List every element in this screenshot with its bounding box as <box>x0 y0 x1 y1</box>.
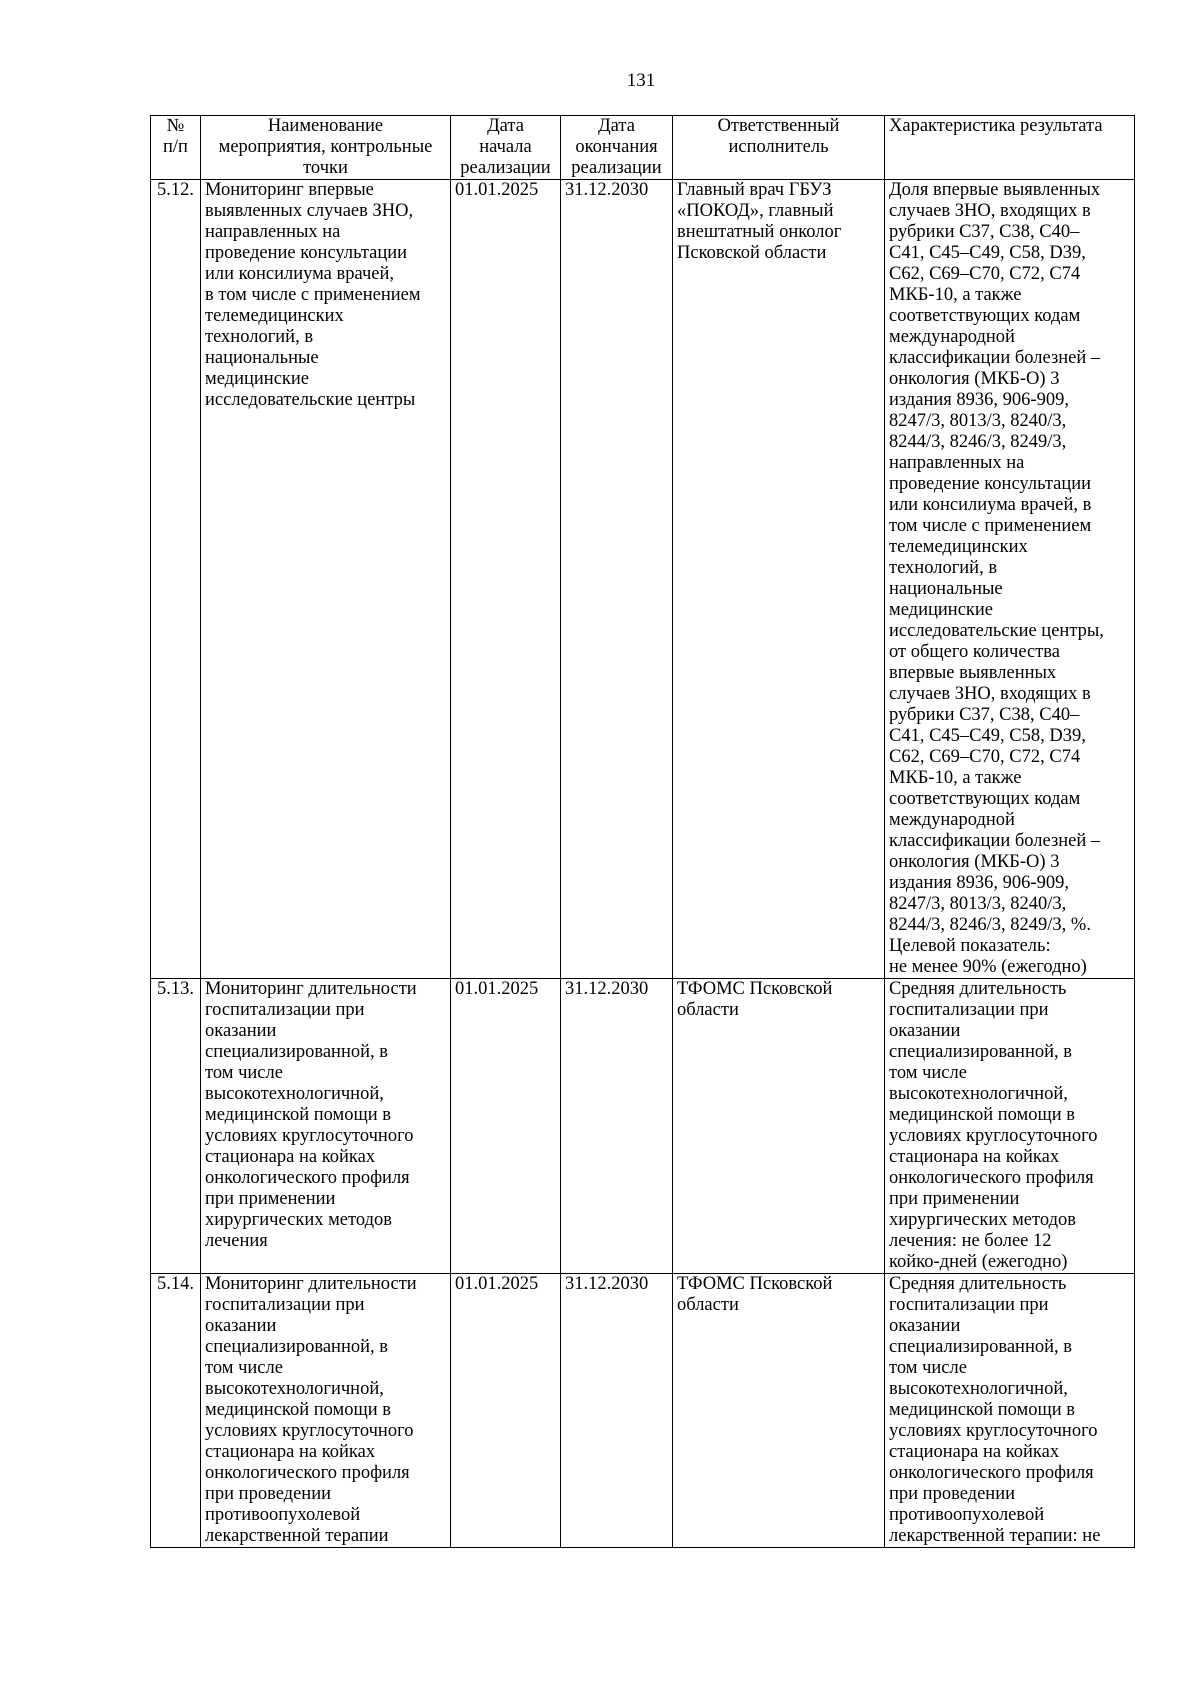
table-row <box>151 979 1135 1274</box>
start-date: 01.01.2025 <box>451 979 561 1274</box>
header-result: Характеристика результата <box>885 116 1135 180</box>
table-header-row <box>151 116 1135 180</box>
table-row <box>151 180 1135 979</box>
end-date: 31.12.2030 <box>561 1274 673 1548</box>
header-end-date: Дата окончания реализации <box>561 116 673 180</box>
end-date: 31.12.2030 <box>561 180 673 979</box>
header-responsible: Ответственный исполнитель <box>673 116 885 180</box>
result-description: Доля впервые выявленных случаев ЗНО, входящих в рубрики С37, С38, С40– С41, С45–С49, С58, D39, С62, С69–С70, С72, С74 МКБ-10, а также соответствующих кодам международной классификации болезней – онкология (МКБ-О) 3 издания 8936, 906-909, 8247/3, 8013/3, 8240/3, 8244/3, 8246/3, 8249/3, направленных на проведение консультации или консилиума врачей, в том числе с применением телемедицинских технологий, в национальные медицинские исследовательские центры, от общего количества впервые выявленных случаев ЗНО, входящих в рубрики С37, С38, С40– С41, С45–С49, С58, D39, С62, С69–С70, С72, С74 МКБ-10, а также соответствующих кодам международной классификации болезней – онкология (МКБ-О) 3 издания 8936, 906-909, 8247/3, 8013/3, 8240/3, 8244/3, 8246/3, 8249/3, %. Целевой показатель: не менее 90% (ежегодно) <box>885 180 1135 979</box>
row-number: 5.13. <box>151 979 201 1274</box>
start-date: 01.01.2025 <box>451 180 561 979</box>
table-row <box>151 1274 1135 1548</box>
row-number: 5.12. <box>151 180 201 979</box>
responsible: ТФОМС Псковской области <box>673 1274 885 1548</box>
header-name: Наименование мероприятия, контрольные точки <box>201 116 451 180</box>
header-start-date: Дата начала реализации <box>451 116 561 180</box>
page-number: 131 <box>626 70 656 91</box>
start-date: 01.01.2025 <box>451 1274 561 1548</box>
result-description: Средняя длительность госпитализации при оказании специализированной, в том числе высокотехнологичной, медицинской помощи в условиях круглосуточного стационара на койках онкологического профиля при применении хирургических методов лечения: не более 12 койко-дней (ежегодно) <box>885 979 1135 1274</box>
activity-name: Мониторинг длительности госпитализации при оказании специализированной, в том числе высокотехнологичной, медицинской помощи в условиях круглосуточного стационара на койках онкологического профиля при применении хирургических методов лечения <box>201 979 451 1274</box>
header-num: № п/п <box>151 116 201 180</box>
activity-name: Мониторинг длительности госпитализации при оказании специализированной, в том числе высокотехнологичной, медицинской помощи в условиях круглосуточного стационара на койках онкологического профиля при проведении противоопухолевой лекарственной терапии <box>201 1274 451 1548</box>
responsible: ТФОМС Псковской области <box>673 979 885 1274</box>
activity-name: Мониторинг впервые выявленных случаев ЗНО, направленных на проведение консультации или консилиума врачей, в том числе с применением телемедицинских технологий, в национальные медицинские исследовательские центры <box>201 180 451 979</box>
responsible: Главный врач ГБУЗ «ПОКОД», главный внештатный онколог Псковской области <box>673 180 885 979</box>
result-description: Средняя длительность госпитализации при оказании специализированной, в том числе высокотехнологичной, медицинской помощи в условиях круглосуточного стационара на койках онкологического профиля при проведении противоопухолевой лекарственной терапии: не <box>885 1274 1135 1548</box>
row-number: 5.14. <box>151 1274 201 1548</box>
activities-table <box>150 115 1135 1548</box>
end-date: 31.12.2030 <box>561 979 673 1274</box>
